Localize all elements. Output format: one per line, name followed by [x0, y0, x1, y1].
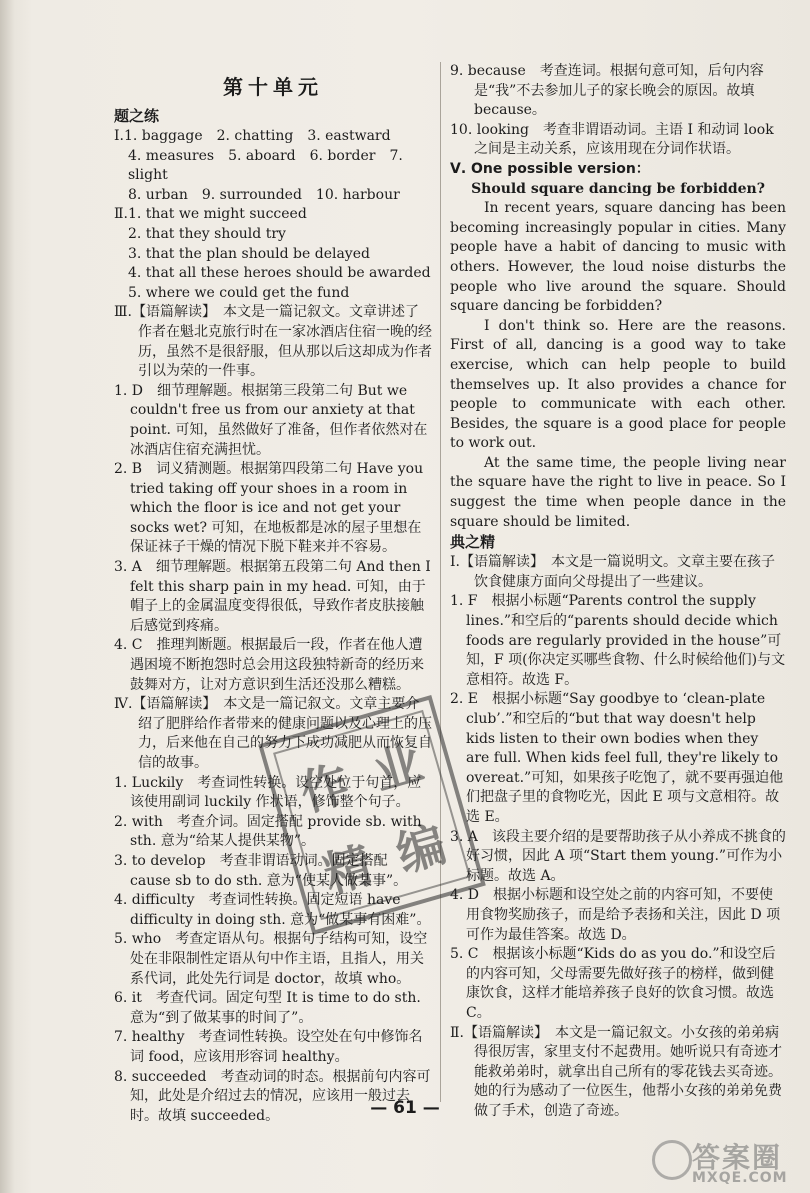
- part4-item: 4. difficulty 考查词性转换。固定短语 have difficulty in doing sth. 意为“做某事有困难”。: [114, 892, 431, 928]
- page-number: — 61 —: [370, 1098, 440, 1118]
- site-watermark: [652, 1136, 802, 1188]
- part4-intro: Ⅳ.【语篇解读】 本文是一篇记叙文。文章主要介绍了肥胖给作者带来的健康问题以及心理上的压力，后来他在自己的努力下成功减肥从而恢复自信的故事。: [114, 696, 432, 771]
- part1-line: 8. urban 9. surrounded 10. harbour: [128, 186, 400, 203]
- part6-intro: Ⅰ.【语篇解读】 本文是一篇说明文。文章主要在孩子饮食健康方面向父母提出了一些建议。: [450, 554, 775, 590]
- essay-title: Should square dancing be forbidden?: [471, 180, 765, 197]
- essay-paragraph: At the same time, the people living near the square have the right to live in peace. So I suggest the time when people dance in the square should be limited.: [450, 454, 786, 530]
- part3-intro: Ⅲ.【语篇解读】 本文是一篇记叙文。文章讲述了作者在魁北克旅行时在一家冰酒店住宿一晚的经历，虽然不是很舒服，但从那以后这却成为作者引以为荣的一件事。: [114, 304, 432, 380]
- part4-item: 1. Luckily 考查词性转换。设空处位于句首，应该使用副词 luckily 作状语，修饰整个句子。: [114, 774, 422, 811]
- part4-item: 3. to develop 考查非谓语动词。固定搭配 cause sb to do sth. 意为“使某人做某事”。: [114, 852, 408, 889]
- part1-line: Ⅰ.1. baggage 2. chatting 3. eastward: [114, 128, 391, 144]
- part4-item: 9. because 考查连词。根据句意可知，后句内容是“我”不去参加儿子的家长晚会的原因。故填 because。: [450, 63, 764, 119]
- part3-item: 1. D 细节理解题。根据第三段第二句 But we couldn't free us from our anxiety at that point. 可知，虽然做好了准备，但作者依然对在冰酒店住宿充满担忧。: [114, 382, 428, 458]
- part7-intro: Ⅱ.【语篇解读】 本文是一篇记叙文。小女孩的弟弟病得很厉害，家里支付不起费用。她听说只有奇迹才能救弟弟时，就拿出自己所有的零花钱去买奇迹。她的行为感动了一位医生，他帮小女孩的弟弟免费做了手术，创造了奇迹。: [450, 1024, 782, 1119]
- part2-line: 4. that all these heroes should be awarded: [128, 265, 431, 282]
- section-title-practice: 题之练: [114, 107, 160, 125]
- book-spine-shadow: [0, 0, 14, 1193]
- part4-item: 5. who 考查定语从句。根据句子结构可知，设空处在非限制性定语从句中作主语，且指人，用关系代词，此处先行词是 doctor，故填 who。: [114, 931, 428, 987]
- unit-title: 第十单元: [223, 75, 323, 99]
- part3-item: 4. C 推理判断题。根据最后一段，作者在他人遭遇困境不断抱怨时总会用这段独特新奇的经历来鼓舞对方，让对方意识到生活还没那么糟糕。: [114, 637, 424, 693]
- watermark-url: MXQE.COM: [692, 1170, 788, 1186]
- watermark-text: 答案圈: [692, 1141, 783, 1174]
- part3-item: 3. A 细节理解题。根据第五段第二句 And then I felt this sharp pain in my head. 可知，由于帽子上的金属温度变得很低，导致作者皮肤接触后感觉到疼痛。: [114, 559, 431, 634]
- part2-line: 5. where we could get the fund: [128, 284, 350, 301]
- stamp-frame: [273, 710, 471, 920]
- watermark-circle-icon: [652, 1140, 692, 1180]
- column-divider: [440, 62, 441, 1102]
- stamp-char: 作: [294, 755, 356, 823]
- part6-item: 4. D 根据小标题和设空处之前的内容可知，不要使用食物奖励孩子，而是给予表扬和关注，因此 D 项可作为最佳答案。故选 D。: [450, 887, 781, 943]
- part6-item: 5. C 根据该小标题“Kids do as you do.”和设空后的内容可知，父母需要先做好孩子的榜样，做到健康饮食，这样才能培养孩子良好的饮食习惯。故选 C。: [450, 946, 776, 1021]
- part4-item: 6. it 考查代词。固定句型 It is time to do sth. 意为“到了做某事的时间了”。: [114, 990, 421, 1026]
- part1-vocab: [114, 127, 432, 205]
- part2-line: 3. that the plan should be delayed: [128, 245, 370, 262]
- part4-item: 7. healthy 考查词性转换。设空处在句中修饰名词 food，应该用形容词 healthy。: [114, 1029, 423, 1065]
- essay-paragraph: In recent years, square dancing has been becoming increasingly popular in cities. Many people have a habit of dancing to music with others. However, the loud noise disturbs the people who live around the square. Should square dancing be forbidden?: [450, 200, 786, 315]
- section-title-classic: 典之精: [450, 533, 496, 552]
- essay-paragraph: I don't think so. Here are the reasons. First of all, dancing is a good way to take exercise, which can help people to build themselves up. It also provides a chance for people to communicate with each other. Besides, the square is a good place for people to work out.: [450, 317, 786, 452]
- right-column: [450, 62, 786, 1121]
- stamp-char: 精: [317, 837, 380, 905]
- part2-line: 2. that they should try: [128, 225, 286, 242]
- part6-item: 1. F 根据小标题“Parents control the supply lines.”和空后的“parents should decide which foods are regularly provided in the house”可知，F 项(你决定买哪些食物、什么时候给他们)与文意相符。故选 F。: [450, 593, 786, 688]
- part4-item: 10. looking 考查非谓语动词。主语 I 和动词 look 之间是主动关系，应该用现在分词作状语。: [450, 121, 774, 158]
- part2-clauses: [114, 205, 432, 303]
- part6-item: 3. A 该段主要介绍的是要帮助孩子从小养成不挑食的好习惯，因此 A 项“Start them young.”可作为小标题。故选 A。: [450, 828, 786, 884]
- stamp-char: 编: [390, 816, 453, 884]
- part1-line: 4. measures 5. aboard 6. border 7. slight: [128, 147, 403, 184]
- part4-item: 2. with 考查介词。固定搭配 provide sb. with sth. 意为“给某人提供某物”。: [114, 813, 422, 850]
- part2-line: Ⅱ.1. that we might succeed: [114, 206, 307, 223]
- part6-item: 2. E 根据小标题“Say goodbye to ‘clean-plate club’.”和空后的“but that way doesn't help kids listen to their own bodies when they are full. When kids feel full, they're likely to overeat.”可知，如果孩子吃饱了，就不要再强迫他们把盘子里的食物吃光，因此 E 项与文意相符。故选 E。: [450, 691, 784, 825]
- part3-item: 2. B 词义猜测题。根据第四段第二句 Have you tried taking off your shoes in a room in which the floor is ice and not get your socks wet? 可知，在地板都是冰的屋子里想在保证袜子干燥的情况下脱下鞋来并不容易。: [114, 461, 424, 556]
- stamp-char: 业: [367, 734, 429, 802]
- part4-item: 8. succeeded 考查动词的时态。根据前句内容可知，此处是介绍过去的情况，应该用一般过去时。故填 succeeded。: [114, 1068, 431, 1124]
- left-column: [114, 62, 432, 1126]
- part5-label: Ⅴ. One possible version：: [450, 160, 650, 177]
